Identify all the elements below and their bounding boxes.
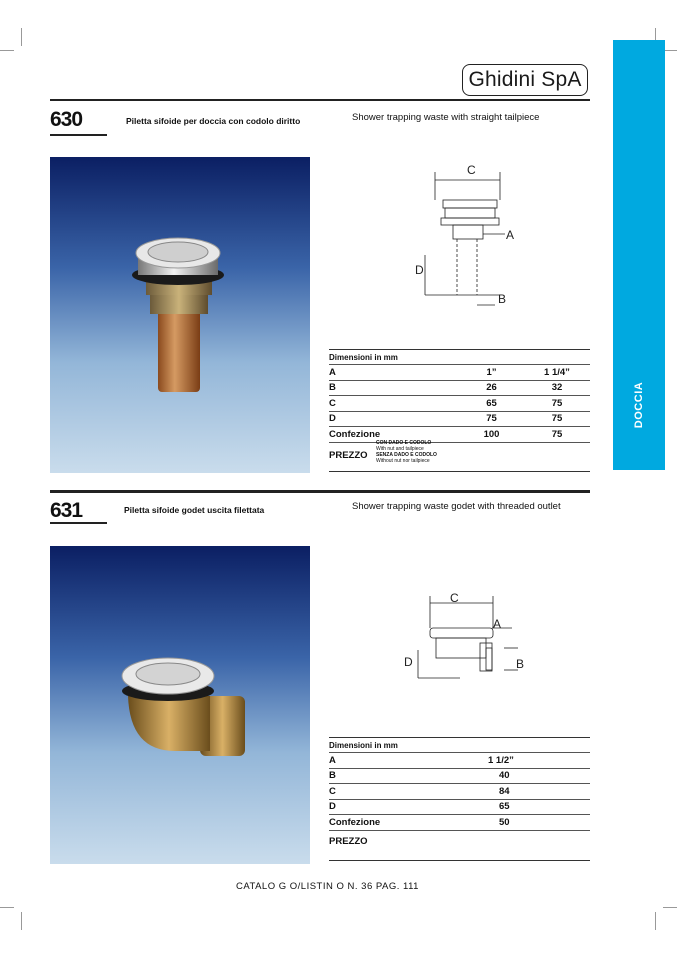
- drain-631-drawing: [400, 588, 540, 698]
- drain-630-image: [50, 157, 310, 473]
- crop-mark: [663, 50, 677, 51]
- product-photo: [50, 157, 310, 473]
- price-option-note: [376, 440, 437, 464]
- crop-mark: [21, 28, 22, 46]
- side-tab-label: DOCCIA: [633, 381, 645, 429]
- product-code: 630: [50, 108, 83, 131]
- table-row: [329, 365, 590, 381]
- table-row: [329, 396, 590, 412]
- product-photo: [50, 546, 310, 864]
- product-title-it: Piletta sifoide per doccia con codolo diritto: [126, 116, 301, 126]
- dim-label-b: B: [498, 292, 507, 306]
- dim-label-c: C: [467, 163, 476, 177]
- row-value: 40: [459, 768, 590, 784]
- row-value: 75: [524, 396, 590, 412]
- table-bottom-rule: [329, 860, 590, 861]
- table-row: [329, 784, 590, 800]
- section-separator: [50, 490, 590, 493]
- price-option-2-title: SENZA DADO E CODOLO: [376, 452, 437, 458]
- row-value: 75: [459, 411, 524, 427]
- row-value: 26: [459, 380, 524, 396]
- page-footer: CATALO G O/LISTIN O N. 36 PAG. 111: [236, 881, 419, 892]
- product-code-underline: [50, 134, 107, 136]
- row-value: 1 1/2”: [459, 753, 590, 769]
- price-option-1-title: CON DADO E CODOLO: [376, 440, 432, 446]
- row-value: 75: [524, 427, 590, 443]
- row-label: D: [329, 799, 459, 815]
- row-label: C: [329, 396, 459, 412]
- brand-name: Ghidini SpA: [468, 68, 582, 91]
- row-value: 75: [524, 411, 590, 427]
- dim-label-d: D: [415, 263, 424, 277]
- table-header-row: [329, 351, 590, 365]
- crop-mark: [655, 912, 656, 930]
- row-value: 1”: [459, 365, 524, 381]
- dimensions-table: [329, 351, 590, 443]
- table-row: [329, 768, 590, 784]
- crop-mark: [663, 907, 677, 908]
- dim-label-a: A: [493, 617, 502, 631]
- price-label: PREZZO: [329, 836, 368, 847]
- product-title-en: Shower trapping waste godet with threaded outlet: [352, 501, 561, 512]
- row-value: 65: [459, 799, 590, 815]
- table-row: [329, 815, 590, 831]
- row-label: B: [329, 380, 459, 396]
- row-label: Confezione: [329, 815, 459, 831]
- dim-label-c: C: [450, 591, 459, 605]
- crop-mark: [21, 912, 22, 930]
- price-option-1-sub: With nut and tailpiece: [376, 446, 424, 452]
- row-value: 32: [524, 380, 590, 396]
- row-value: 1 1/4”: [524, 365, 590, 381]
- table-top-rule: [329, 737, 590, 738]
- row-label: A: [329, 753, 459, 769]
- dim-label-a: A: [506, 228, 515, 242]
- brand-logo: [462, 64, 588, 96]
- table-row: [329, 411, 590, 427]
- technical-drawing: [405, 160, 525, 310]
- dim-label-d: D: [404, 655, 413, 669]
- row-value: 65: [459, 396, 524, 412]
- table-bottom-rule: [329, 471, 590, 472]
- row-label: Confezione: [329, 427, 459, 443]
- product-code-underline: [50, 522, 107, 524]
- product-title-en: Shower trapping waste with straight tailpiece: [352, 112, 540, 123]
- product-title-it: Piletta sifoide godet uscita filettata: [124, 505, 265, 515]
- table-row: [329, 427, 590, 443]
- drain-630-drawing: [405, 160, 525, 310]
- row-label: A: [329, 365, 459, 381]
- row-label: B: [329, 768, 459, 784]
- row-value: 84: [459, 784, 590, 800]
- table-header: Dimensioni in mm: [329, 351, 590, 365]
- row-value: 100: [459, 427, 524, 443]
- table-top-rule: [329, 349, 590, 350]
- table-row: [329, 799, 590, 815]
- product-code: 631: [50, 499, 83, 522]
- table-row: [329, 380, 590, 396]
- row-value: 50: [459, 815, 590, 831]
- technical-drawing: [400, 588, 540, 698]
- dim-label-b: B: [516, 657, 525, 671]
- row-label: D: [329, 411, 459, 427]
- header-rule: [50, 99, 590, 101]
- table-header-row: [329, 739, 590, 753]
- dimensions-table: [329, 739, 590, 831]
- crop-mark: [0, 907, 14, 908]
- section-side-tab: [613, 40, 665, 470]
- table-header: Dimensioni in mm: [329, 739, 590, 753]
- crop-mark: [0, 50, 14, 51]
- drain-631-image: [50, 546, 310, 864]
- row-label: C: [329, 784, 459, 800]
- table-row: [329, 753, 590, 769]
- price-label: PREZZO: [329, 450, 368, 461]
- price-option-2-sub: Without nut nor tailpiece: [376, 458, 430, 464]
